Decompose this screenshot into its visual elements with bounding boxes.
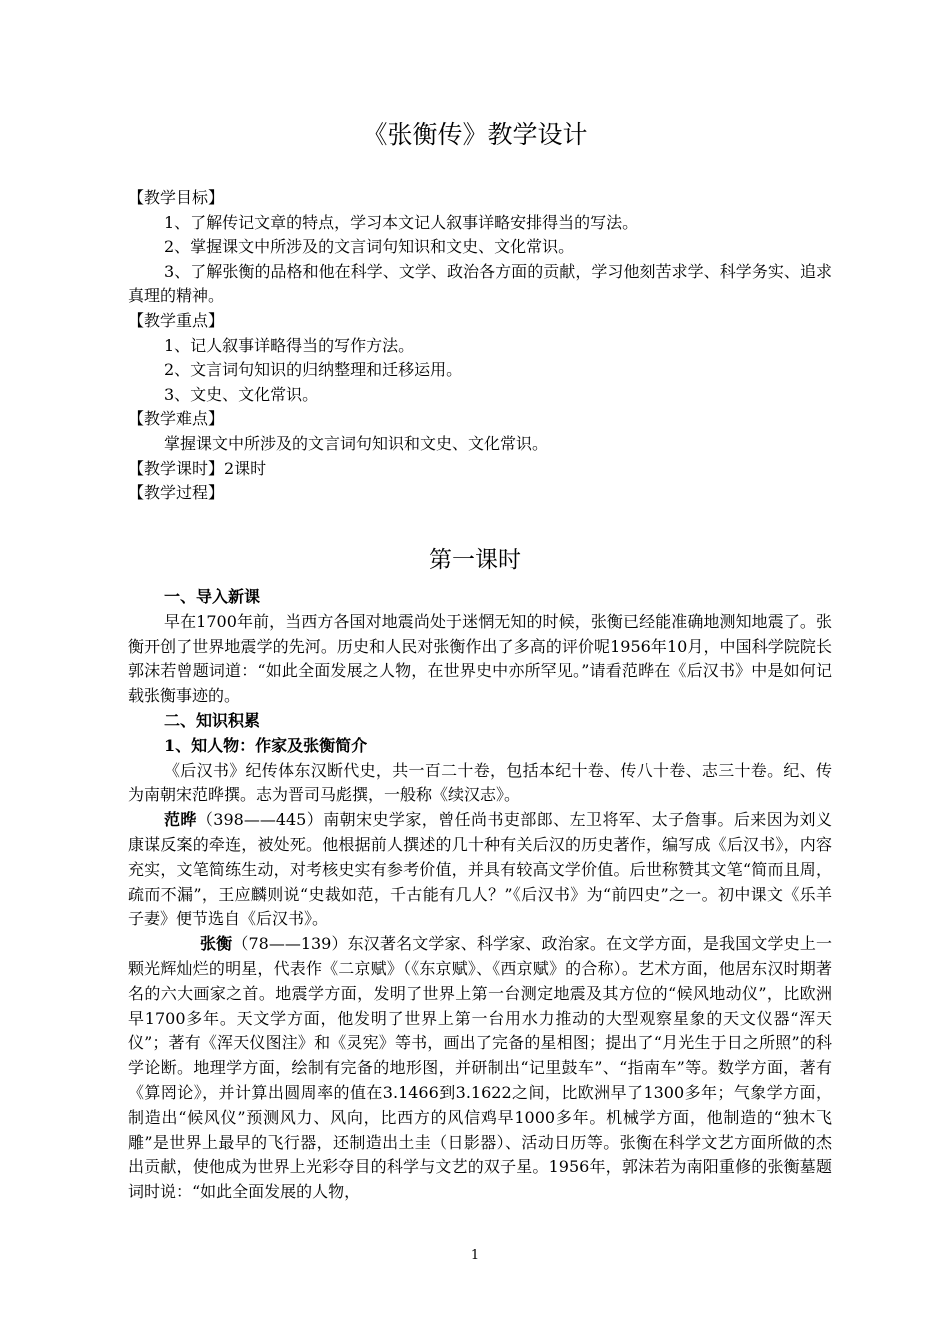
knowledge-heading: 二、知识积累 (164, 710, 261, 730)
lesson-title: 第一课时 (429, 547, 521, 573)
teaching-plan-overview (128, 186, 832, 506)
hours-line: 【教学课时】2课时 (128, 458, 267, 478)
key-point-item: 1、记人叙事详略得当的写作方法。 (164, 335, 415, 355)
zhangheng-paragraph (128, 932, 832, 1205)
intro-paragraph: 早在1700年前，当西方各国对地震尚处于迷惘无知的时候，张衡已经能准确地测知地震了。张衡开创了世界地震学的先河。历史和人民对张衡作出了多高的评价呢1956年10月，中国科学院院长郭沫若曾题词道：“如此全面发展之人物，在世界史中亦所罕见。”请看范晔在《后汉书》中是如何记载张衡事迹的。 (128, 611, 832, 706)
page-number: 1 (470, 1248, 480, 1263)
lesson-one-body (128, 585, 832, 1205)
document-title: 《张衡传》教学设计 (362, 120, 588, 149)
key-point-item: 3、文史、文化常识。 (164, 384, 319, 404)
fanye-paragraph (128, 808, 832, 932)
process-heading: 【教学过程】 (128, 483, 225, 503)
difficulties-heading: 【教学难点】 (128, 409, 225, 429)
sub-heading: 1、知人物：作家及张衡简介 (164, 735, 368, 755)
key-points-heading: 【教学重点】 (128, 310, 225, 330)
fanye-text: （398——445）南朝宋史学家，曾任尚书吏部郎、左卫将军、太子詹事。后来因为刘义康谋反案的牵连，被处死。他根据前人撰述的几十种有关后汉的历史著作，编写成《后汉书》，内容充实，文笔简练生动，对考核史实有参考价值，并具有较高文学价值。后世称赞其文笔“简而且周，疏而不漏”，王应麟则说“史裁如范，千古能有几人？”《后汉书》为“前四史”之一。初中课文《乐羊子妻》便节选自《后汉书》。 (128, 810, 832, 929)
key-point-item: 2、文言词句知识的归纳整理和迁移运用。 (164, 360, 463, 380)
difficulties-text: 掌握课文中所涉及的文言词句知识和文史、文化常识。 (164, 433, 549, 453)
zhangheng-text: （78——139）东汉著名文学家、科学家、政治家。在文学方面，是我国文学史上一颗光辉灿烂的明星，代表作《二京赋》（《东京赋》、《西京赋》的合称）。艺术方面，他居东汉时期著名的六大画家之首。地震学方面，发明了世界上第一台测定地震及其方位的“候风地动仪”，比欧洲早1700多年。天文学方面，他发明了世界上第一台用水力推动的大型观察星象的天文仪器“浑天仪”；著有《浑天仪图注》和《灵宪》等书，画出了完备的星相图；提出了“月光生于日之所照”的科学论断。地理学方面，绘制有完备的地形图，并研制出“记里鼓车”、“指南车”等。数学方面，著有《算罔论》，并计算出圆周率的值在3.1466到3.1622之间，比欧洲早了1300多年；气象学方面，制造出“候风仪”预测风力、风向，比西方的风信鸡早1000多年。机械学方面，他制造的“独木飞雕”是世界上最早的飞行器，还制造出土圭（日影器）、活动日历等。张衡在科学文艺方面所做的杰出贡献，使他成为世界上光彩夺目的科学与文艺的双子星。1956年，郭沫若为南阳重修的张衡墓题词时说：“如此全面发展的人物， (128, 934, 832, 1202)
objective-item: 2、掌握课文中所涉及的文言词句知识和文史、文化常识。 (164, 237, 575, 257)
zhangheng-name: 张衡 (200, 934, 233, 954)
intro-heading: 一、导入新课 (164, 587, 261, 606)
fanye-name: 范晔 (164, 810, 197, 830)
objectives-heading: 【教学目标】 (128, 188, 225, 207)
objective-item: 1、了解传记文章的特点，学习本文记人叙事详略安排得当的写法。 (164, 212, 639, 232)
hanshu-paragraph: 《后汉书》纪传体东汉断代史，共一百二十卷，包括本纪十卷、传八十卷、志三十卷。纪、传为南朝宋范晔撰。志为晋司马彪撰，一般称《续汉志》。 (128, 760, 832, 805)
objective-item: 3、了解张衡的品格和他在科学、文学、政治各方面的贡献，学习他刻苦求学、科学务实、追求真理的精神。 (128, 261, 832, 306)
